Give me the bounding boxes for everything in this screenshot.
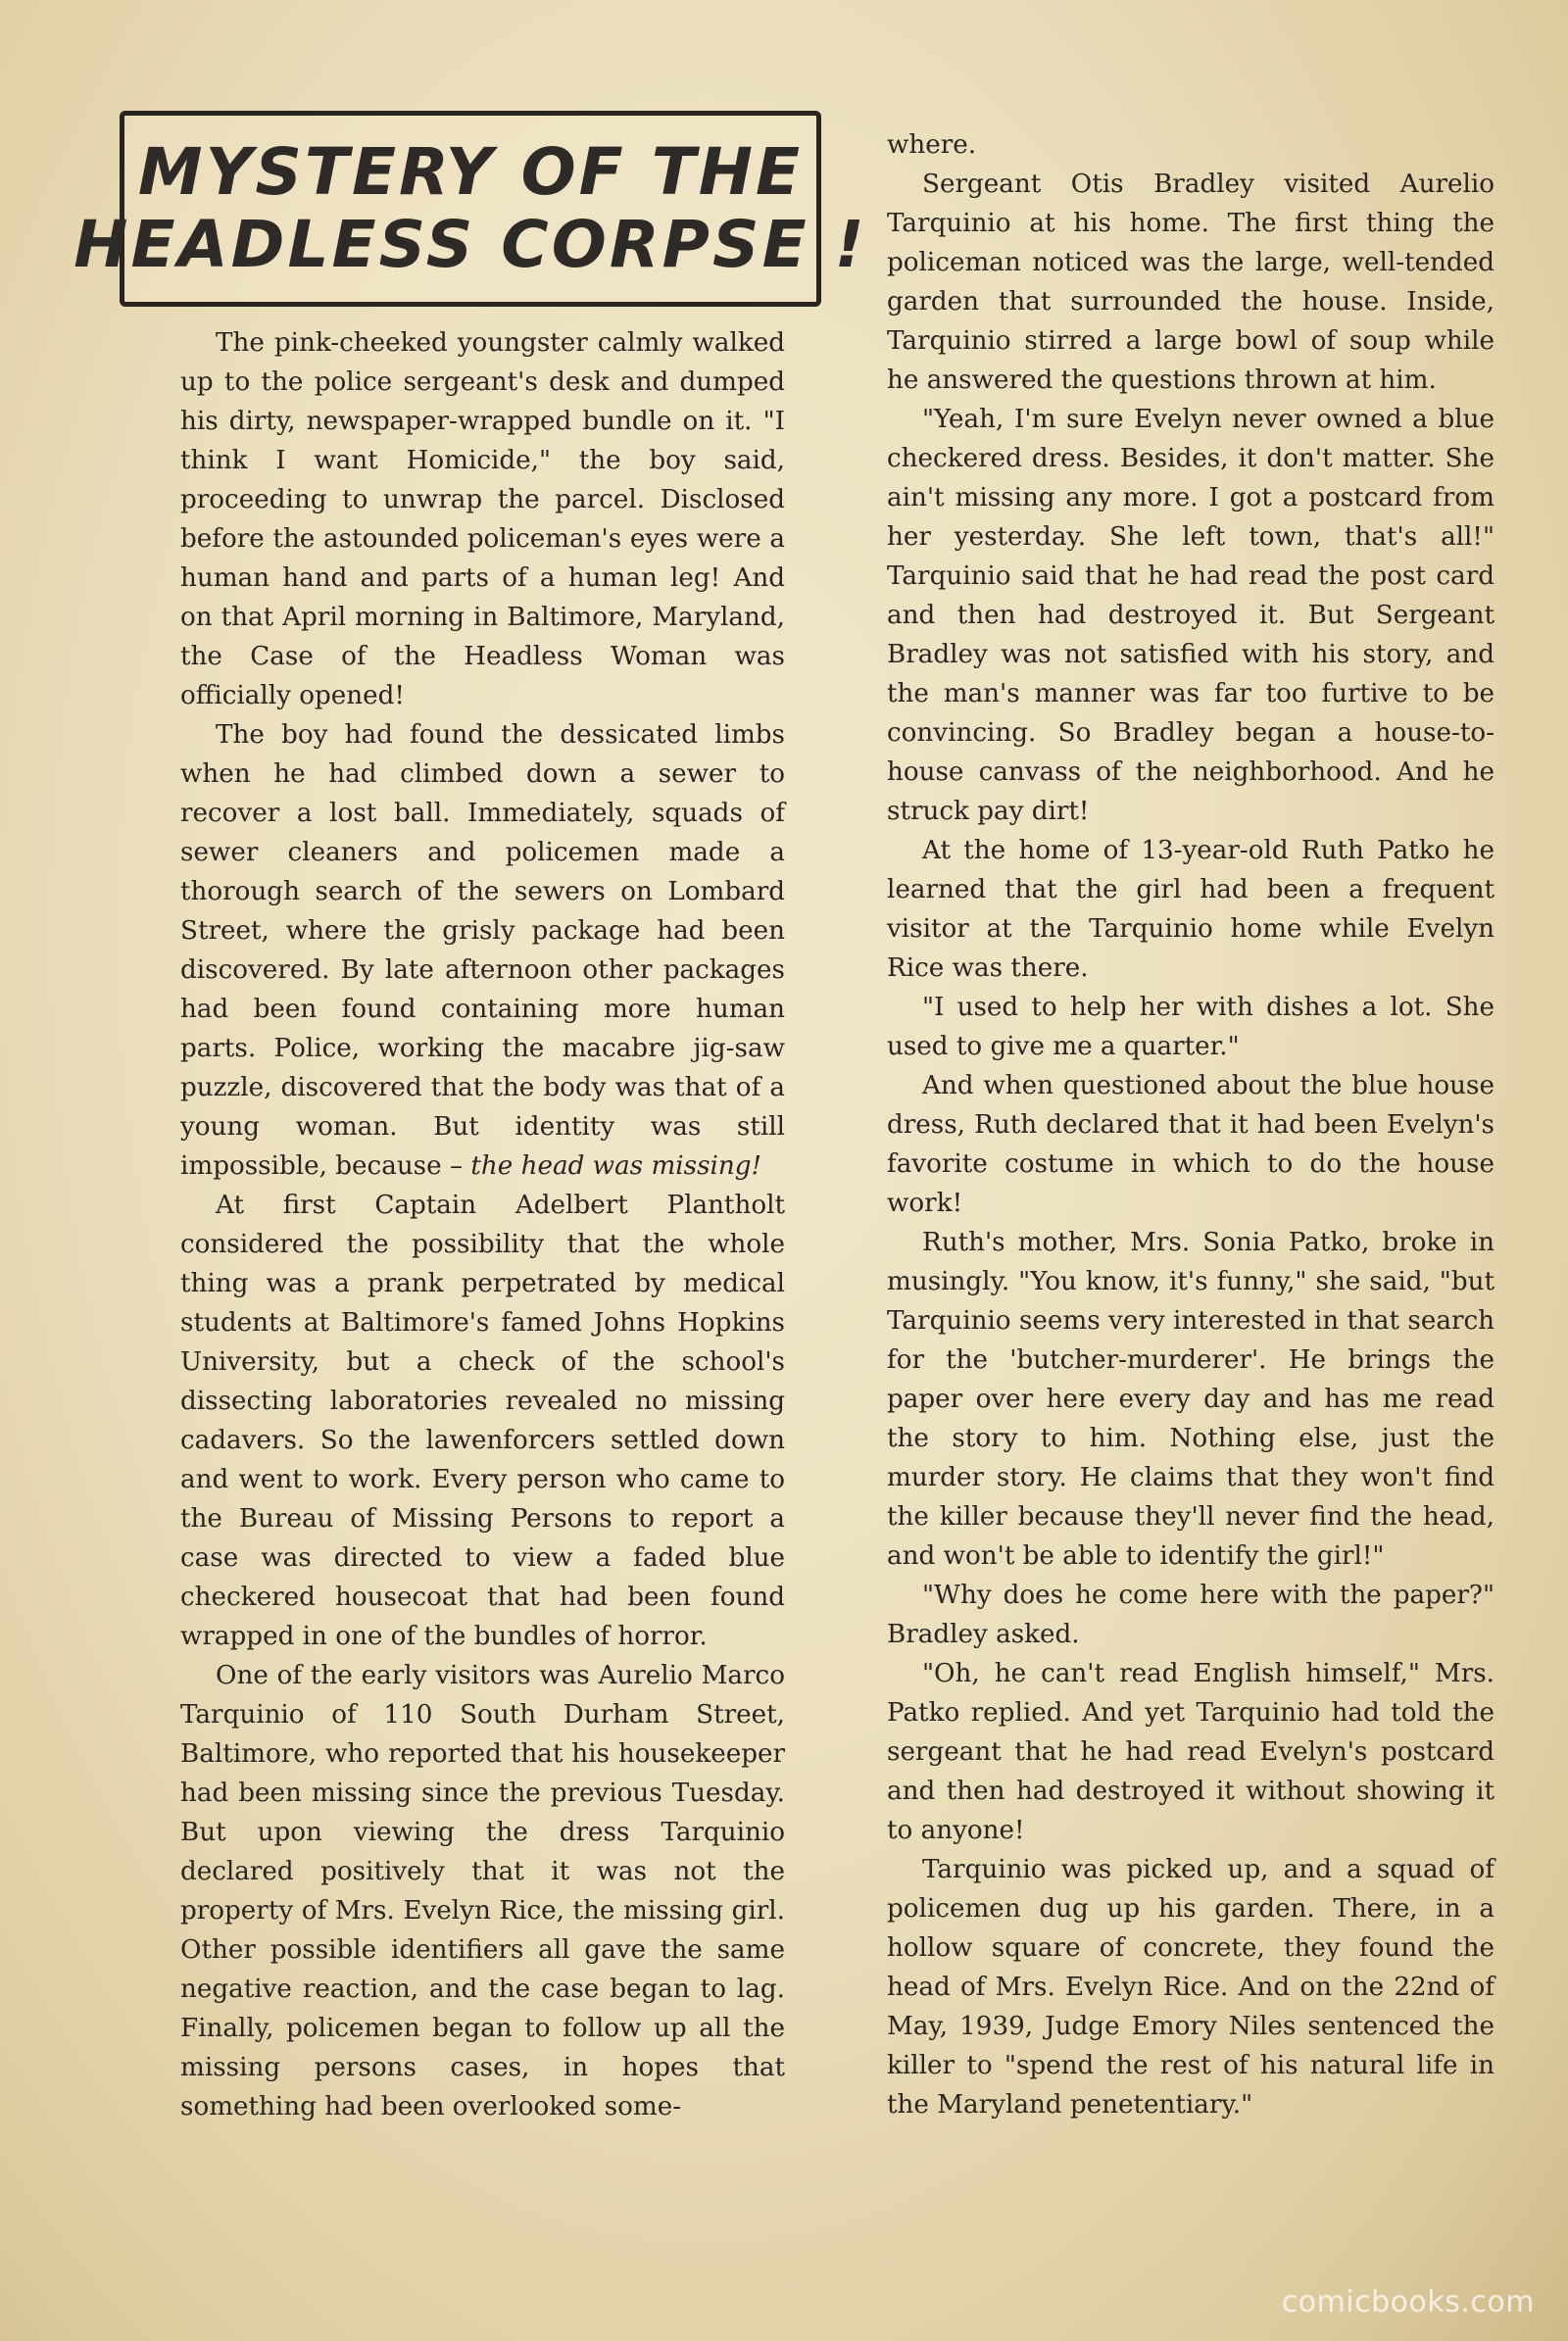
watermark: comicbooks.com (1281, 2285, 1535, 2319)
paragraph: "I used to help her with dishes a lot. She used to give me a quarter." (887, 993, 1494, 1061)
paragraph: Tarquinio was picked up, and a squad of policemen dug up his garden. There, in a hollow square of concrete, they found the head of Mrs. Evelyn Rice. And on the 22nd of May, 1939, Judge Emory Niles sentenced the killer to "spend the rest of his natural life in the Maryland penetentiary." (887, 1855, 1494, 2120)
title-line-2: HEADLESS CORPSE ! (74, 207, 867, 282)
paragraph: "Why does he come here with the paper?" Bradley asked. (887, 1581, 1494, 1649)
paragraph-italic-text: the head was missing! (470, 1151, 762, 1181)
paragraph: "Yeah, I'm sure Evelyn never owned a blue checkered dress. Besides, it don't matter. She ain't missing any more. I got a postcard from her yesterday. She left town, that's all!" Tarquinio said that he had read the post card and then had destroyed it. But Sergeant Bradley was not satisfied with his story, and the man's manner was far too furtive to be convincing. So Bradley began a house-to-house canvass of the neighborhood. And he struck pay dirt! (887, 405, 1494, 826)
paragraph: Sergeant Otis Bradley visited Aurelio Tarquinio at his home. The first thing the policeman noticed was the large, well-tended garden that surrounded the house. Inside, Tarquinio stirred a large bowl of soup while he answered the questions thrown at him. (887, 170, 1494, 395)
paragraph: "Oh, he can't read English himself," Mrs. Patko replied. And yet Tarquinio had told the sergeant that he had read Evelyn's postcard and then had destroyed it without showing it to anyone! (887, 1659, 1494, 1845)
paragraph: One of the early visitors was Aurelio Marco Tarquinio of 110 South Durham Street, Baltimore, who reported that his housekeeper had been missing since the previous Tuesday. But upon viewing the dress Tarquinio declared positively that it was not the property of Mrs. Evelyn Rice, the missing girl. Other possible identifiers all gave the same negative reaction, and the case began to lag. Finally, policemen began to follow up all the missing persons cases, in hopes that something had been overlooked some- (180, 1661, 785, 2122)
paragraph: And when questioned about the blue house dress, Ruth declared that it had been Evelyn's favorite costume in which to do the house work! (887, 1071, 1494, 1218)
right-text-column (887, 125, 1494, 2124)
paragraph: At the home of 13-year-old Ruth Patko he learned that the girl had been a frequent visitor at the Tarquinio home while Evelyn Rice was there. (887, 836, 1494, 983)
paragraph (180, 715, 785, 1186)
paragraph: At first Captain Adelbert Plantholt considered the possibility that the whole thing was a prank perpetrated by medical students at Baltimore's famed Johns Hopkins University, but a check of the school's dissecting laboratories revealed no missing cadavers. So the lawenforcers settled down and went to work. Every person who came to the Bureau of Missing Persons to report a case was directed to view a faded blue checkered housecoat that had been found wrapped in one of the bundles of horror. (180, 1191, 785, 1651)
left-text-column (180, 323, 785, 2126)
title-box (74, 111, 867, 307)
paragraph-text: The boy had found the dessicated limbs when he had climbed down a sewer to recover a lost ball. Immediately, squads of sewer cleaners and policemen made a thorough search of the sewers on Lombard Street, where the grisly package had been discovered. By late afternoon other packages had been found containing more human parts. Police, working the macabre jig-saw puzzle, discovered that the body was that of a young woman. But identity was still impossible, because – (180, 720, 785, 1181)
paragraph: The pink-cheeked youngster calmly walked up to the police sergeant's desk and dumped his dirty, newspaper-wrapped bundle on it. "I think I want Homicide," the boy said, proceeding to unwrap the parcel. Disclosed before the astounded policeman's eyes were a human hand and parts of a human leg! And on that April morning in Baltimore, Maryland, the Case of the Headless Woman was officially opened! (180, 328, 785, 710)
paragraph: Ruth's mother, Mrs. Sonia Patko, broke in musingly. "You know, it's funny," she said, "but Tarquinio seems very interested in that search for the 'butcher-murderer'. He brings the paper over here every day and has me read the story to him. Nothing else, just the murder story. He claims that they won't find the killer because they'll never find the head, and won't be able to identify the girl!" (887, 1228, 1494, 1571)
title-line-1: MYSTERY OF THE (137, 134, 804, 211)
paragraph: where. (887, 130, 977, 160)
